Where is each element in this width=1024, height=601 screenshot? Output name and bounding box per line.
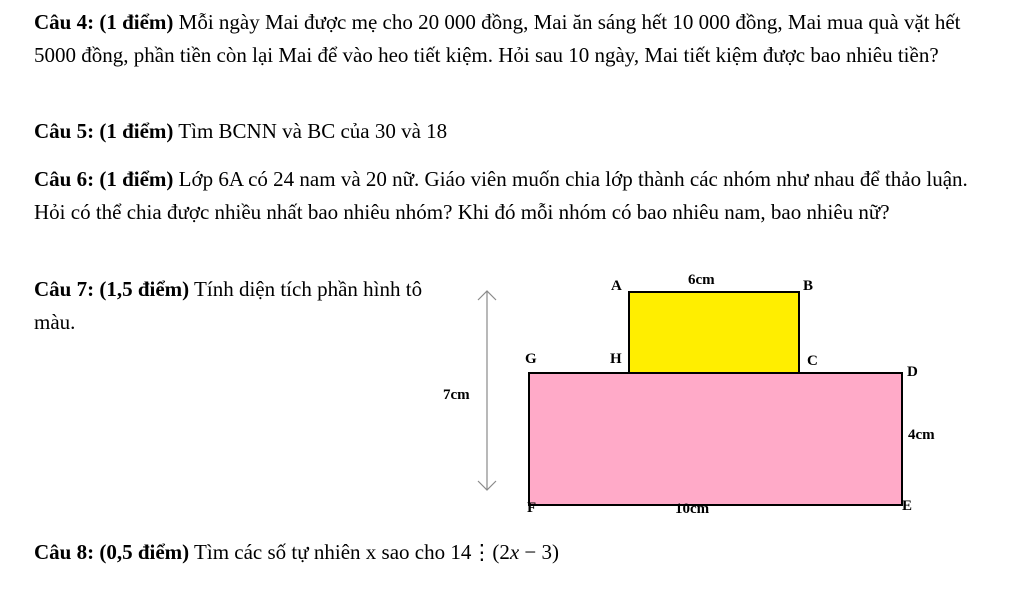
point-label-d: D (907, 364, 918, 380)
divisibility-symbol: ⋮ (471, 540, 493, 564)
question-7-text: Tính diện tích phần hình tô màu. (34, 277, 423, 334)
expression-open: (2 (492, 540, 510, 564)
dimension-label-bottom-width: 10cm (675, 501, 710, 517)
question-6 (34, 163, 989, 229)
question-4-text: Mỗi ngày Mai được mẹ cho 20 000 đồng, Mai ăn sáng hết 10 000 đồng, Mai mua quà vặt hết 5000 đồng, phần tiền còn lại Mai để vào heo tiết kiệm. Hỏi sau 10 ngày, Mai tiết kiệm được bao nhiêu tiền? (34, 10, 961, 67)
point-label-h: H (610, 351, 622, 367)
question-5 (34, 115, 989, 148)
question-4 (34, 6, 989, 72)
divisibility-expression (450, 540, 559, 564)
question-7 (34, 273, 444, 339)
point-label-f: F (527, 500, 537, 516)
expression-rest: − 3) (519, 540, 560, 564)
expression-variable: x (509, 540, 520, 564)
bottom-rectangle-gdef (529, 373, 902, 505)
question-8 (34, 536, 989, 569)
dimension-label-right-height: 4cm (908, 427, 935, 443)
question-5-label: Câu 5: (1 điểm) (34, 119, 174, 143)
question-8-label: Câu 8: (0,5 điểm) (34, 540, 190, 564)
top-rectangle-abch (629, 292, 799, 373)
point-label-b: B (803, 278, 814, 294)
dimension-label-total-height: 7cm (443, 387, 470, 403)
question-8-text: Tìm các số tự nhiên x sao cho (189, 540, 451, 564)
question-4-label: Câu 4: (1 điểm) (34, 10, 174, 34)
dimension-label-top-width: 6cm (688, 272, 715, 288)
point-label-c: C (807, 353, 818, 369)
question-6-text: Lớp 6A có 24 nam và 20 nữ. Giáo viên muốn chia lớp thành các nhóm như nhau để thảo luận. Hỏi có thể chia được nhiều nhất bao nhiêu nhóm? Khi đó mỗi nhóm có bao nhiêu nam, bao nhiêu nữ? (34, 167, 968, 224)
geometry-figure (430, 262, 950, 524)
question-5-text: Tìm BCNN và BC của 30 và 18 (173, 119, 448, 143)
expression-number: 14 (450, 540, 472, 564)
question-6-label: Câu 6: (1 điểm) (34, 167, 174, 191)
point-label-a: A (611, 278, 622, 294)
point-label-e: E (902, 498, 913, 514)
point-label-g: G (525, 351, 537, 367)
question-7-label: Câu 7: (1,5 điểm) (34, 277, 190, 301)
